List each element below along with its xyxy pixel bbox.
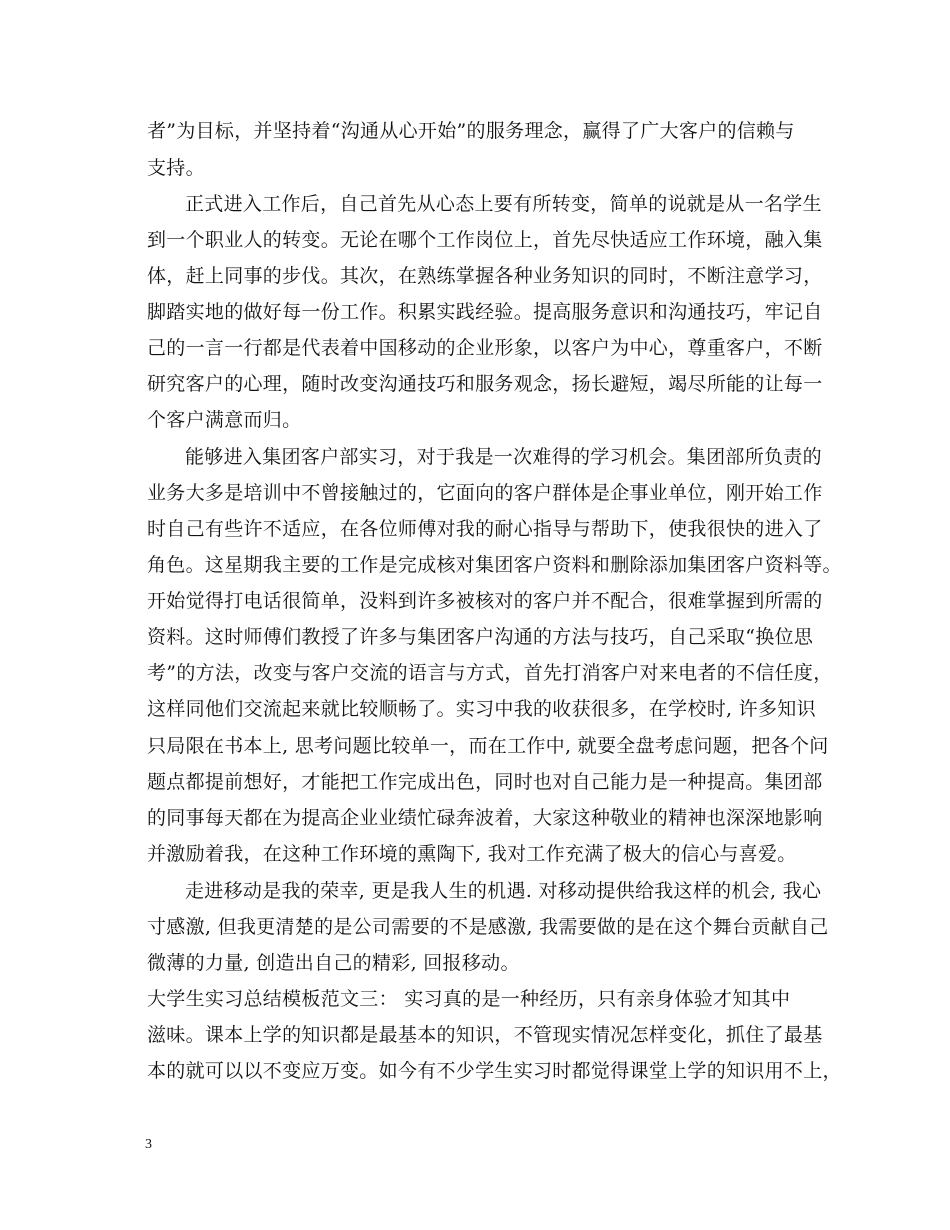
text-line-21: 并激励着我，在这种工作环境的熏陶下, 我对工作充满了极大的信心与喜爱。	[147, 843, 797, 865]
text-line-24: 微薄的力量, 创造出自己的精彩, 回报移动。	[147, 952, 520, 974]
text-line-26: 滋味。课本上学的知识都是最基本的知识，不管现实情况怎样变化，抓住了最基	[147, 1024, 823, 1046]
text-line-16: 考”的方法，改变与客户交流的语言与方式，首先打消客户对来电者的不信任度，	[147, 662, 833, 684]
text-line-5: 体，赶上同事的步伐。其次，在熟练掌握各种业务知识的同时，不断注意学习，	[147, 265, 823, 287]
text-line-17: 这样同他们交流起来就比较顺畅了。实习中我的收获很多，在学校时, 许多知识	[147, 698, 816, 720]
text-line-6: 脚踏实地的做好每一份工作。积累实践经验。提高服务意识和沟通技巧，牢记自	[147, 301, 823, 323]
text-line-12: 时自己有些许不适应，在各位师傅对我的耐心指导与帮助下，使我很快的进入了	[147, 518, 823, 540]
text-line-10: 能够进入集团客户部实习，对于我是一次难得的学习机会。集团部所负责的	[185, 446, 822, 468]
text-line-19: 题点都提前想好，才能把工作完成出色，同时也对自己能力是一种提高。集团部	[147, 771, 823, 793]
text-line-13: 角色。这星期我主要的工作是完成核对集团客户资料和删除添加集团客户资料等。	[147, 554, 842, 576]
text-line-14: 开始觉得打电话很简单，没料到许多被核对的客户并不配合，很难掌握到所需的	[147, 590, 823, 612]
text-line-3: 正式进入工作后，自己首先从心态上要有所转变，简单的说就是从一名学生	[185, 193, 822, 215]
text-line-4: 到一个职业人的转变。无论在哪个工作岗位上，首先尽快适应工作环境，融入集	[147, 229, 823, 251]
text-line-27: 本的就可以以不变应万变。如今有不少学生实习时都觉得课堂上学的知识用不上，	[147, 1060, 842, 1082]
text-line-9: 个客户满意而归。	[147, 409, 302, 431]
text-line-23: 寸感激, 但我更清楚的是公司需要的不是感激, 我需要做的是在这个舞台贡献自己	[147, 916, 829, 938]
text-line-2: 支持。	[147, 157, 205, 179]
text-line-18: 只局限在书本上, 思考问题比较单一，而在工作中, 就要全盘考虑问题，把各个问	[147, 735, 829, 757]
text-line-7: 己的一言一行都是代表着中国移动的企业形象，以客户为中心，尊重客户，不断	[147, 337, 823, 359]
text-line-22: 走进移动是我的荣幸, 更是我人生的机遇. 对移动提供给我这样的机会, 我心	[185, 880, 822, 902]
text-line-1: 者”为目标，并坚持着“沟通从心开始”的服务理念，赢得了广大客户的信赖与	[147, 120, 795, 142]
text-line-20: 的同事每天都在为提高企业业绩忙碌奔波着，大家这种敬业的精神也深深地影响	[147, 807, 823, 829]
text-line-25: 大学生实习总结模板范文三： 实习真的是一种经历，只有亲身体验才知其中	[147, 988, 791, 1010]
text-line-11: 业务大多是培训中不曾接触过的，它面向的客户群体是企事业单位，刚开始工作	[147, 482, 823, 504]
page-number: 3	[145, 1137, 152, 1152]
text-line-8: 研究客户的心理，随时改变沟通技巧和服务观念，扬长避短，竭尽所能的让每一	[147, 373, 823, 395]
text-line-15: 资料。这时师傅们教授了许多与集团客户沟通的方法与技巧，自己采取“换位思	[147, 626, 814, 648]
